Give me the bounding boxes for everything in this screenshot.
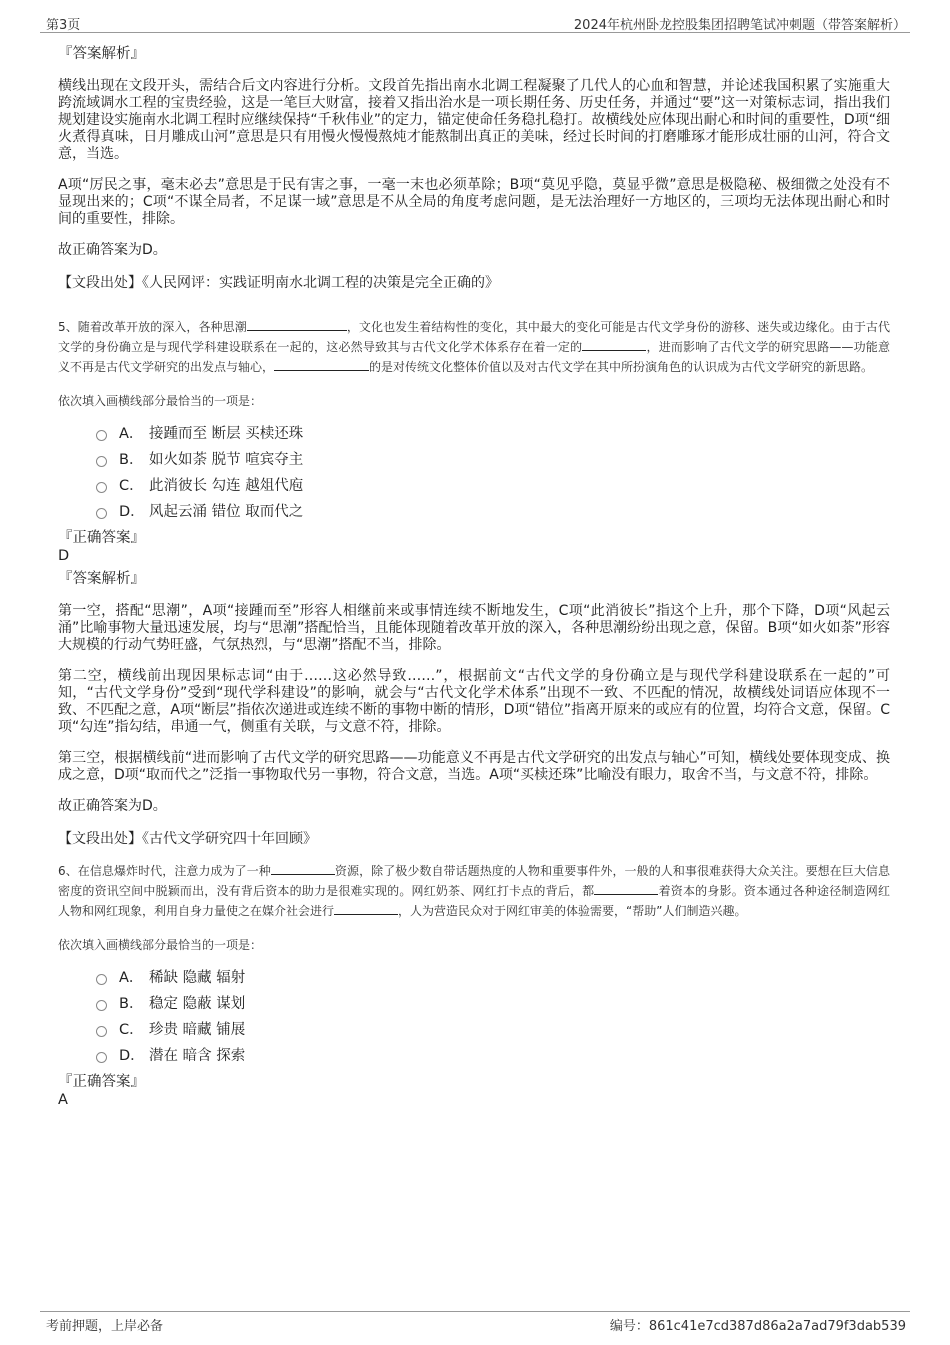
- q5-instruction: 依次填入画横线部分最恰当的一项是：: [58, 394, 263, 408]
- q5-blank-1: [247, 317, 347, 331]
- q4-conclusion: 故正确答案为D。: [58, 242, 167, 258]
- q4-analysis-label: 『答案解析』: [58, 46, 145, 62]
- radio-icon[interactable]: [96, 1026, 107, 1037]
- radio-icon[interactable]: [96, 1052, 107, 1063]
- q6-stem-a: 6、在信息爆炸时代，注意力成为了一种: [58, 864, 271, 878]
- q5-options: [96, 419, 890, 523]
- radio-icon[interactable]: [96, 482, 107, 493]
- q5-option-b[interactable]: B． 如火如荼 脱节 喧宾夺主: [96, 445, 890, 471]
- q6-stem-b: 资源，除了极少数自带话题热度的人物和重要事件外，一般的人和事很难获得大众关注。要想在巨大信息密度的资讯空间中脱颖而出，没有背后资本的助力是很难实现的。网红奶茶、网红打卡点的背后，都: [58, 864, 890, 898]
- radio-icon[interactable]: [96, 430, 107, 441]
- radio-icon[interactable]: [96, 1000, 107, 1011]
- q6-blank-1: [271, 861, 335, 875]
- q6-instruction: 依次填入画横线部分最恰当的一项是：: [58, 938, 263, 952]
- q4-analysis-p1: 横线出现在文段开头，需结合后文内容进行分析。文段首先指出南水北调工程凝聚了几代人的心血和智慧，并论述我国积累了实施重大跨流域调水工程的宝贵经验，这是一笔巨大财富，接着又指出治水是一项长期任务、历史任务，并通过“要”这一对策标志词，指出我们规划建设实施南水北调工程时应继续保持“千秋伟业”的定力，锚定使命任务稳扎稳打。故横线处应体现出耐心和时间的重要性，D项“细火煮得真味，日月雕成山河”意思是只有用慢火慢慢熬炖才能熬制出真正的美味，经过长时间的打磨雕琢才能形成壮丽的山河，符合文意，当选。: [58, 78, 890, 162]
- q6-option-b[interactable]: B． 稳定 隐蔽 谋划: [96, 989, 890, 1015]
- q5-option-c[interactable]: C． 此消彼长 勾连 越俎代庖: [96, 471, 890, 497]
- q5-option-d[interactable]: D． 风起云涌 错位 取而代之: [96, 497, 890, 523]
- q6-option-c[interactable]: C． 珍贵 暗藏 铺展: [96, 1015, 890, 1041]
- footer-slogan: 考前押题，上岸必备: [46, 1319, 164, 1334]
- q5-stem: [58, 317, 890, 377]
- q6-option-d[interactable]: D． 潜在 暗含 探索: [96, 1041, 890, 1067]
- q6-blank-3: [334, 901, 398, 915]
- q6-stem: [58, 861, 890, 921]
- q5-blank-3: [274, 357, 369, 371]
- q6-option-a[interactable]: A． 稀缺 隐藏 辐射: [96, 963, 890, 989]
- q5-conclusion: 故正确答案为D。: [58, 798, 167, 814]
- q5-source: 【文段出处】《古代文学研究四十年回顾》: [58, 831, 317, 847]
- q5-analysis-p1: 第一空，搭配“思潮”，A项“接踵而至”形容人相继前来或事情连续不断地发生，C项“此消彼长”指这个上升，那个下降，D项“风起云涌”比喻事物大量迅速发展，均与“思潮”搭配恰当，且能体现随着改革开放的深入，各种思潮纷纷出现之意，保留。B项“如火如荼”形容大规模的行动气势旺盛，气氛热烈，与“思潮”搭配不当，排除。: [58, 603, 890, 653]
- q6-options: [96, 963, 890, 1067]
- q5-analysis-label: 『答案解析』: [58, 571, 145, 587]
- q6-stem-d: ，人为营造民众对于网红审美的体验需要，“帮助”人们制造兴趣。: [398, 904, 747, 918]
- q6-blank-2: [594, 881, 658, 895]
- q5-answer-label: 『正确答案』: [58, 530, 145, 546]
- q4-analysis-p2: A项“厉民之事，毫末必去”意思是于民有害之事，一毫一末也必须革除；B项“莫见乎隐，莫显乎微”意思是极隐秘、极细微之处没有不显现出来的；C项“不谋全局者，不足谋一域”意思是不从全局的角度考虑问题，是无法治理好一方地区的，三项均无法体现出耐心和时间的重要性，排除。: [58, 177, 890, 227]
- radio-icon[interactable]: [96, 456, 107, 467]
- q6-answer: A: [58, 1092, 68, 1108]
- q5-analysis-p2: 第二空，横线前出现因果标志词“由于……这必然导致……”，根据前文“古代文学的身份确立是与现代学科建设联系在一起的”可知，“古代文学身份”受到“现代学科建设”的影响，就会与“古代文化学术体系”出现不一致、不匹配的情况，故横线处词语应体现不一致、不匹配之意，A项“断层”指依次递进或连续不断的事物中断的情形，D项“错位”指离开原来的或应有的位置，均符合文意，保留。C项“勾连”指勾结，串通一气，侧重有关联，与文意不符，排除。: [58, 668, 890, 735]
- q4-source: 【文段出处】《人民网评：实践证明南水北调工程的决策是完全正确的》: [58, 275, 499, 291]
- q5-blank-2: [582, 337, 646, 351]
- radio-icon[interactable]: [96, 508, 107, 519]
- q5-stem-d: 的是对传统文化整体价值以及对古代文学在其中所扮演角色的认识成为古代文学研究的新思路。: [369, 360, 874, 374]
- q5-stem-a: 5、随着改革开放的深入，各种思潮: [58, 320, 247, 334]
- document-id: 编号：861c41e7cd387d86a2a7ad79f3dab539: [609, 1319, 906, 1334]
- page-content: [58, 44, 890, 1113]
- q5-option-a[interactable]: A． 接踵而至 断层 买椟还珠: [96, 419, 890, 445]
- q5-analysis-p3: 第三空，根据横线前“进而影响了古代文学的研究思路——功能意义不再是古代文学研究的出发点与轴心”可知，横线处要体现变成、换成之意，D项“取而代之”泛指一事物取代另一事物，符合文意，当选。A项“买椟还珠”比喻没有眼力，取舍不当，与文意不符，排除。: [58, 750, 890, 783]
- page-number: 第3页: [46, 18, 81, 33]
- q5-answer: D: [58, 548, 70, 564]
- q5-stem-c: ，进而影响了古代文学的研究思路——功能意义不再是古代文学研究的出发点与轴心，: [58, 340, 890, 374]
- page-header: [40, 12, 910, 33]
- document-title: 2024年杭州卧龙控股集团招聘笔试冲刺题（带答案解析）: [573, 18, 906, 33]
- q6-answer-label: 『正确答案』: [58, 1074, 145, 1090]
- q6-stem-c: 着资本的身影。资本通过各种途径制造网红人物和网红现象，利用自身力量使之在媒介社会进行: [58, 884, 890, 918]
- radio-icon[interactable]: [96, 974, 107, 985]
- q5-stem-b: ，文化也发生着结构性的变化，其中最大的变化可能是古代文学身份的游移、迷失或边缘化。由于古代文学的身份确立是与现代学科建设联系在一起的，这必然导致其与古代文化学术体系存在着一定的: [58, 320, 890, 354]
- page-footer: [40, 1311, 910, 1334]
